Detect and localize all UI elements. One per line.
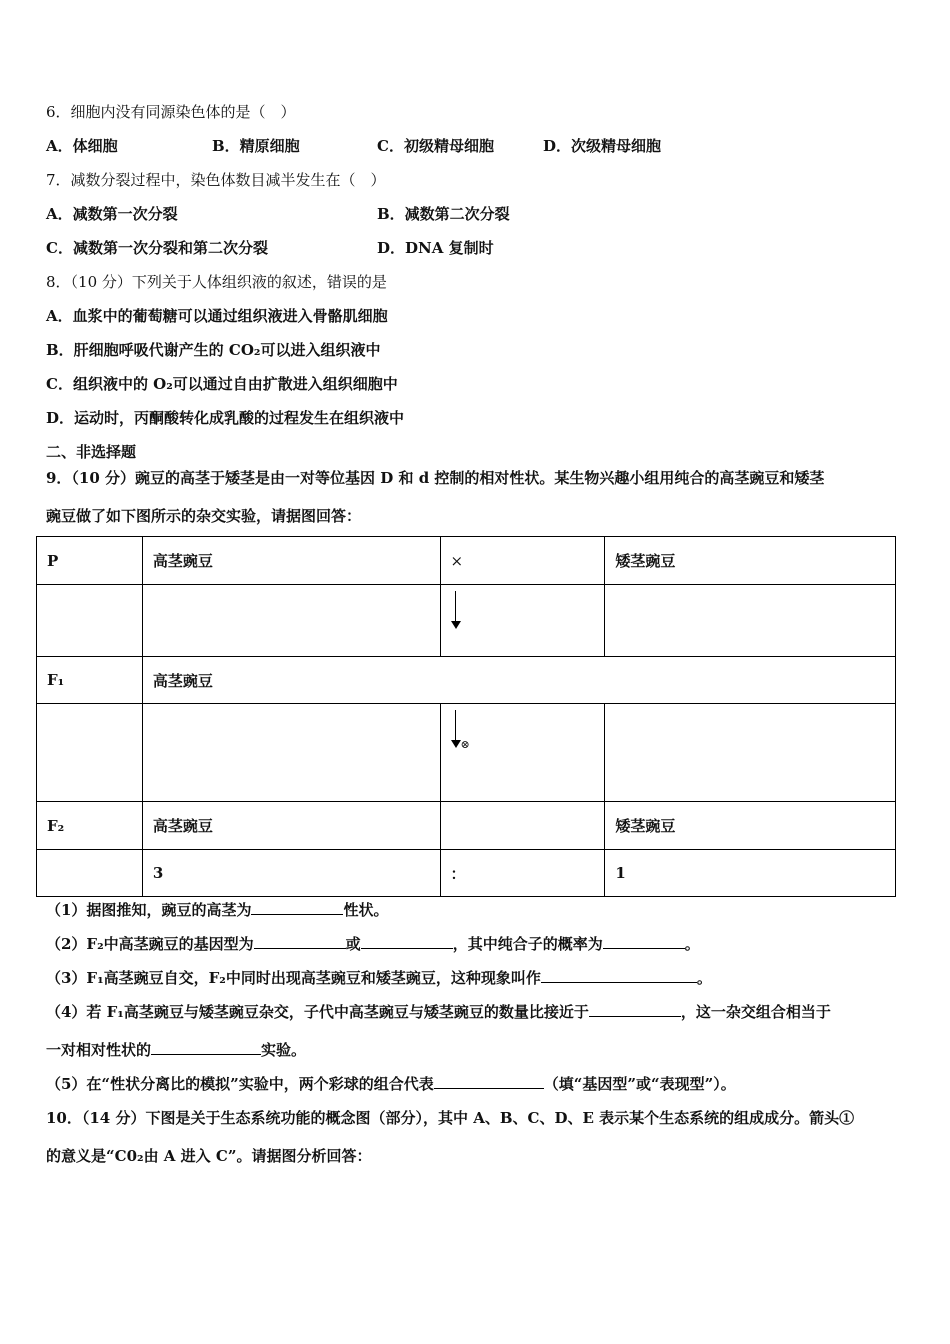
- f1-tall: 高茎豌豆: [142, 657, 895, 704]
- q10-stem-line1: 10．（14 分）下图是关于生态系统功能的概念图（部分），其中 A、B、C、D、E 表示某个生态系统的组成成分。箭头①: [46, 1109, 855, 1127]
- q9-sub4-cont: 一对相对性状的 实验。: [46, 1041, 307, 1059]
- q8-stem: 8．（10 分）下列关于人体组织液的叙述，错误的是: [46, 273, 387, 291]
- q7-option-b: B．减数第二次分裂: [377, 205, 510, 223]
- answer-blank[interactable]: [603, 934, 685, 949]
- answer-blank[interactable]: [434, 1074, 544, 1089]
- cross-experiment-table: [36, 536, 896, 897]
- q9-sub1: （1）据图推知，豌豆的高茎为 性状。: [46, 901, 389, 919]
- q7-stem: 7．减数分裂过程中，染色体数目减半发生在（ ）: [46, 171, 386, 189]
- answer-blank[interactable]: [254, 934, 346, 949]
- f2-tall: 高茎豌豆: [142, 802, 440, 850]
- section-heading: 二、非选择题: [46, 443, 137, 461]
- q8-option-c: C．组织液中的 O₂可以通过自由扩散进入组织细胞中: [46, 375, 398, 393]
- q6-stem: 6．细胞内没有同源染色体的是（ ）: [46, 103, 296, 121]
- answer-blank[interactable]: [589, 1002, 681, 1017]
- q9-stem-line1: 9．（10 分）豌豆的高茎于矮茎是由一对等位基因 D 和 d 控制的相对性状。某生物兴趣小组用纯合的高茎豌豆和矮茎: [46, 469, 825, 487]
- ratio-separator: ：: [440, 850, 605, 897]
- down-arrow-icon: [451, 591, 461, 629]
- selfing-symbol: ⊗: [460, 738, 470, 751]
- p-tall: 高茎豌豆: [142, 537, 440, 585]
- ratio-short: 1: [605, 850, 896, 897]
- q7-option-a: A．减数第一次分裂: [46, 205, 178, 223]
- answer-blank[interactable]: [361, 934, 453, 949]
- f2-short: 矮茎豌豆: [605, 802, 896, 850]
- p-short: 矮茎豌豆: [605, 537, 896, 585]
- answer-blank[interactable]: [251, 900, 343, 915]
- q6-option-a: A．体细胞: [46, 137, 118, 155]
- q6-option-c: C．初级精母细胞: [377, 137, 494, 155]
- q6-option-d: D．次级精母细胞: [543, 137, 662, 155]
- cross-symbol: ×: [440, 537, 605, 585]
- label-p: P: [37, 537, 143, 585]
- q9-sub3: （3）F₁高茎豌豆自交，F₂中同时出现高茎豌豆和矮茎豌豆，这种现象叫作 。: [46, 969, 712, 987]
- label-f1: F₁: [37, 657, 143, 704]
- q9-stem-line2: 豌豆做了如下图所示的杂交实验，请据图回答：: [46, 507, 362, 525]
- q9-sub2: （2）F₂中高茎豌豆的基因型为 或 ，其中纯合子的概率为 。: [46, 935, 700, 953]
- q8-option-b: B．肝细胞呼吸代谢产生的 CO₂可以进入组织液中: [46, 341, 381, 359]
- q9-sub5: （5）在“性状分离比的模拟”实验中，两个彩球的组合代表 （填“基因型”或“表现型”）。: [46, 1075, 736, 1093]
- ratio-tall: 3: [142, 850, 440, 897]
- q6-option-b: B．精原细胞: [212, 137, 300, 155]
- q8-option-d: D．运动时，丙酮酸转化成乳酸的过程发生在组织液中: [46, 409, 405, 427]
- answer-blank[interactable]: [151, 1040, 261, 1055]
- answer-blank[interactable]: [541, 968, 697, 983]
- label-f2: F₂: [37, 802, 143, 850]
- down-arrow-icon: [451, 710, 461, 748]
- q8-option-a: A．血浆中的葡萄糖可以通过组织液进入骨骼肌细胞: [46, 307, 388, 325]
- q10-stem-line2: 的意义是“C0₂由 A 进入 C”。请据图分析回答：: [46, 1147, 372, 1165]
- q9-sub4: （4）若 F₁高茎豌豆与矮茎豌豆杂交，子代中高茎豌豆与矮茎豌豆的数量比接近于 ，这一杂交组合相当于: [46, 1003, 831, 1021]
- q7-option-c: C．减数第一次分裂和第二次分裂: [46, 239, 268, 257]
- q7-option-d: D．DNA 复制时: [377, 239, 494, 257]
